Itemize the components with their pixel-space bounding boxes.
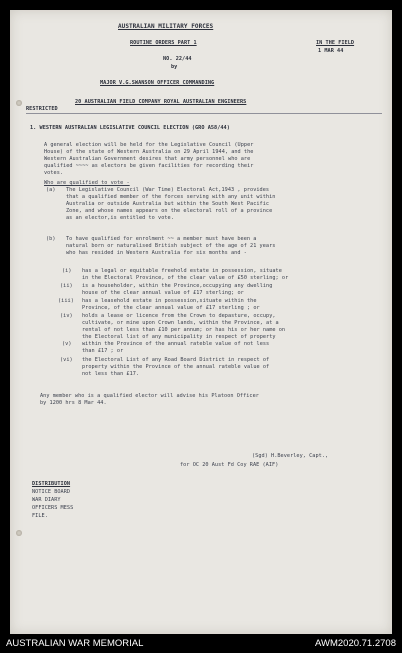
document-title: AUSTRALIAN MILITARY FORCES [118,23,214,30]
item-line: within the Province of the annual rateble value of not less [82,341,270,347]
closing-line: by 1200 hrs 8 Mar 44. [40,400,107,406]
para-a-line: that a qualified member of the forces serving with any unit within [66,194,276,200]
item-line: Province, of the clear annual value of £17 sterling ; or [82,305,260,311]
signature-line: (Sgd) H.Beverley, Capt., [252,453,329,459]
item-line: rental of not less than £10 per annum; or has his or her name on [82,327,286,333]
archive-reference: AWM2020.71.2708 [315,638,396,649]
intro-subheading: Who are qualified to vote - [44,180,130,186]
item-line: not less than £17. [82,371,140,377]
document-subtitle: ROUTINE ORDERS PART 1 [130,40,197,46]
item-line: the Electoral List of any Road Board District in respect of [82,357,270,363]
archive-source: AUSTRALIAN WAR MEMORIAL [6,638,144,649]
para-a-line: Australia or outside Australia but within the South West Pacific [66,201,270,207]
punch-hole-top [16,100,22,106]
order-by: by [171,64,178,70]
intro-line: Western Australian Government desires that army personnel who are [44,156,251,162]
item-line: has a leasehold estate in possession,situate within the [82,298,257,304]
item-line: is a householder, within the Province,occupying any dwelling [82,283,273,289]
item-label: (i) [62,268,72,274]
section-heading: 1. WESTERN AUSTRALIAN LEGISLATIVE COUNCIL ELECTION (GRO A58/44) [30,125,230,131]
order-number: NO. 22/44 [163,56,192,62]
para-b-line: natural born or naturalised British subject of the age of 21 years [66,243,276,249]
distribution-item: FILE. [32,513,48,519]
order-date: 1 MAR 44 [318,48,344,54]
location-label: IN THE FIELD [316,40,355,46]
item-line: holds a lease or licence from the Crown to depasture, occupy, [82,313,276,319]
header-rule [26,113,382,114]
distribution-item: WAR DIARY [32,497,61,503]
intro-line: House) of the state of Western Australia on 29 April 1944, and the [44,149,254,155]
para-a-line: as an elector,is entitled to vote. [66,215,174,221]
restricted-label: RESTRICTED [26,106,58,112]
item-line: has a legal or equitable freehold estate in possession, situate [82,268,282,274]
item-line: than £17 ; or [82,348,124,354]
item-line: in the Electoral Province, of the clear value of £50 sterling; or [82,275,289,281]
item-line: house of the clear annual value of £17 sterling; or [82,290,244,296]
item-label: (iv) [60,313,73,319]
para-a-line: Zone, and whose names appears on the electoral roll of a province [66,208,273,214]
distribution-heading: DISTRIBUTION [32,481,71,487]
commander-line: MAJOR V.G.SWANSON OFFICER COMMANDING [100,80,215,86]
item-line: cultivate, or mine upon Crown lands, within the Province, at a [82,320,279,326]
unit-line: 20 AUSTRALIAN FIELD COMPANY ROYAL AUSTRALIAN ENGINEERS [75,99,247,105]
item-label: (ii) [60,283,73,289]
archive-footer [0,634,402,653]
item-line: property within the Province of the annual rateble value of [82,364,270,370]
distribution-item: OFFICERS MESS [32,505,74,511]
intro-line: votes. [44,170,64,176]
item-label: (vi) [60,357,73,363]
signature-authority: for OC 20 Aust Fd Coy RAE (AIF) [180,462,279,468]
para-b-line: To have qualified for enrolment ~~ a member must have been a [66,236,257,242]
intro-line: qualified ~~~~ as electors be given facilities for recording their [44,163,254,169]
para-b-line: who has resided in Western Australia for six months and - [66,250,247,256]
distribution-item: NOTICE BOARD [32,489,71,495]
punch-hole-bottom [16,530,22,536]
item-label: (v) [62,341,72,347]
item-label: (iii) [58,298,74,304]
closing-line: Any member who is a qualified elector will advise his Platoon Officer [40,393,259,399]
para-a-line: The Legislative Council (War Time) Electoral Act,1943 , provides [66,187,270,193]
intro-line: A general election will be held for the Legislative Council (Upper [44,142,254,148]
para-a-label: (a) [46,187,56,193]
item-line: the Electoral list of any municipality in respect of property [82,334,276,340]
para-b-label: (b) [46,236,56,242]
